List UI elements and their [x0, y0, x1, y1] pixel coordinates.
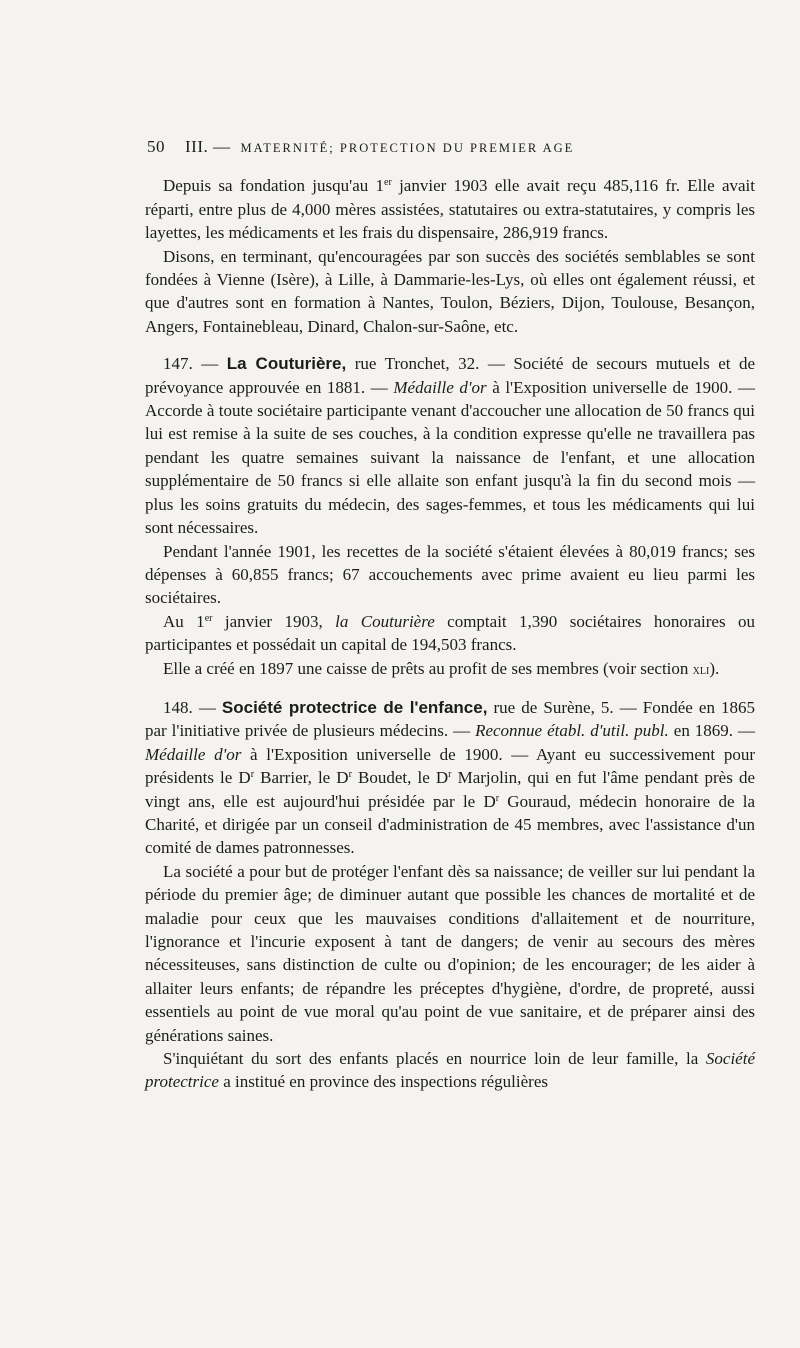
entry-147: 147. — La Couturière, rue Tronchet, 32. — Société de secours mutuels et de prévoyance approuvée en 1881. — Médaille d'or à l'Exposition universelle de 1900. — Accorde à toute sociétaire participante venant d'accoucher une allocation de 50 francs qui lui est remise à la suite de ses couches, à la condition expresse qu'elle ne travaillera pas pendant les quatre semaines suivant la naissance de l'enfant, et une allocation supplémentaire de 50 francs si elle allaite son enfant jusqu'à la fin du second mois — plus les soins gratuits du médecin, des sages-femmes, et tous les médicaments qui lui sont nécessaires.	[145, 354, 756, 538]
entry-148: 148. — Société protectrice de l'enfance, rue de Surène, 5. — Fondée en 1865 par l'initiative privée de plusieurs médecins. — Reconnue établ. d'util. publ. en 1869. — Médaille d'or à l'Exposition universelle de 1900. — Ayant eu successivement pour présidents le $D^r$ Barrier, le $D^r$ Boudet, le $D^r$ Marjolin, qui en fut l'âme pendant près de vingt ans, elle est aujourd'hui présidée par le $D^r$ Gouraud, médecin honoraire de la Charité, et dirigée par un conseil d'administration de 45 membres, avec l'assistance d'un comité de dames patronnesses.	[145, 697, 756, 858]
entry-name: Société protectrice de l'enfance,	[221, 697, 488, 717]
running-header	[145, 135, 755, 160]
running-title: MATERNITÉ; PROTECTION DU PREMIER AGE	[240, 141, 575, 155]
entry-number: 147. —	[163, 354, 219, 374]
entry-148-inspections: S'inquiétant du sort des enfants placés en nourrice loin de leur famille, la Société protectrice a institué en province des inspections régulières	[145, 1049, 755, 1092]
entry-name: La Couturière,	[226, 354, 347, 374]
entry-number: 148. —	[163, 697, 216, 717]
entry-147-loans: Elle a créé en 1897 une caisse de prêts au profit de ses membres (voir section xli).	[163, 658, 720, 678]
page-number: 50	[147, 137, 165, 156]
paragraph-similar-societies: Disons, en terminant, qu'encouragées par son succès des sociétés semblables se sont fondées à Vienne (Isère), à Lille, à Dammarie-les-Lys, où elles ont également réussi, et que d'autres sont en formation à Nantes, Toulon, Béziers, Dijon, Toulouse, Besançon, Angers, Fontainebleau, Dinard, Chalon-sur-Saône, etc.	[145, 246, 755, 336]
entry-148-purpose: La société a pour but de protéger l'enfant dès sa naissance; de veiller sur lui pendant la période du premier âge; de diminuer autant que possible les chances de mortalité et de maladie pour ceux que les mauvaises conditions d'allaitement et de nourriture, l'ignorance et l'incurie exposent à tant de dangers; de venir au secours des mères nécessiteuses, sans distinction de culte ou d'opinion; de les encourager; de les aider à allaiter leurs enfants; de répandre les préceptes d'hygiène, d'ordre, de propreté, aussi essentiels au point de vue moral qu'au point de vue sanitaire, et de préparer ainsi des générations saines.	[145, 861, 755, 1045]
entry-147-members: Au 1er janvier 1903, la Couturière comptait 1,390 sociétaires honoraires ou participantes et possédait un capital de 194,503 francs.	[145, 611, 756, 655]
chapter-label: III. —	[185, 137, 231, 156]
entry-147-finances: Pendant l'année 1901, les recettes de la société s'étaient élevées à 80,019 francs; ses dépenses à 60,855 francs; 67 accouchements avec prime avaient eu lieu parmi les sociétaires.	[145, 541, 755, 608]
document-page	[145, 135, 755, 1094]
paragraph-funds: Depuis sa fondation jusqu'au 1er janvier 1903 elle avait reçu 485,116 fr. Elle avait réparti, entre plus de 4,000 mères assistées, statutaires ou extra-statutaires, y compris les layettes, les médicaments et les frais du dispensaire, 286,919 francs.	[145, 176, 755, 243]
